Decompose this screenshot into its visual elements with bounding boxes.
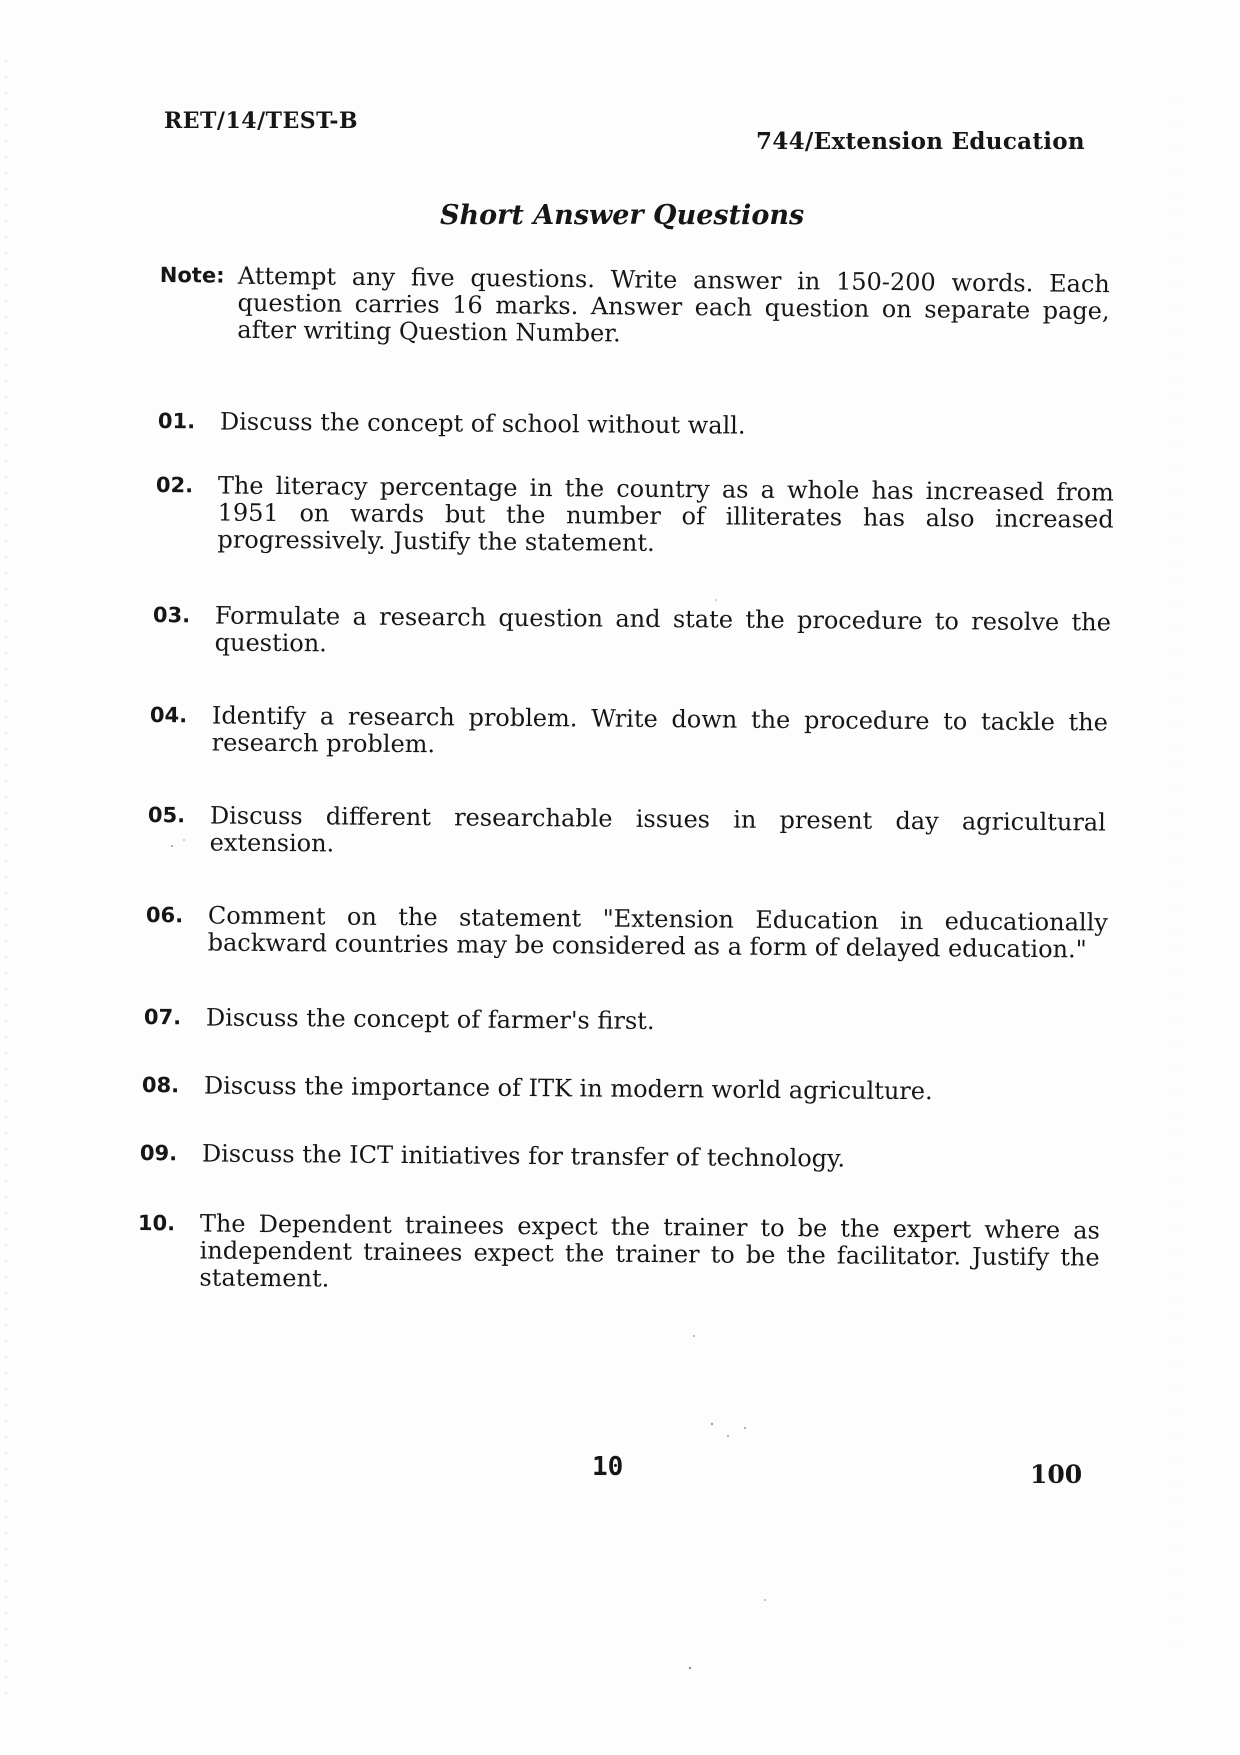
question-item [137, 1210, 1100, 1299]
question-text: Discuss different researchable issues in present day agricultural extension. [209, 801, 1106, 858]
subject-title: 744/Extension Education [756, 128, 1085, 155]
question-item [140, 1140, 1102, 1175]
question-text: Identify a research problem. Write down the procedure to tackle the research problem. [211, 701, 1108, 759]
question-number: 06. [145, 902, 184, 928]
question-item [148, 802, 1106, 864]
question-number: 05. [147, 802, 186, 828]
note-label: Note: [159, 262, 225, 288]
note-text: Attempt any five questions. Write answer in 150-200 words. Each question carries 16 marks. Answer each question on separate page, after writing Question Number. [237, 261, 1110, 348]
question-number: 07. [143, 1004, 182, 1030]
question-item [153, 602, 1111, 664]
question-number: 03. [152, 602, 191, 628]
instructions-note [159, 262, 1110, 352]
question-number: 01. [157, 408, 196, 434]
question-item [142, 1072, 1104, 1107]
question-item [146, 902, 1108, 964]
question-item [158, 408, 1118, 443]
question-text: Comment on the statement "Extension Education in educationally backward countries may be considered as a form of delayed education." [207, 901, 1108, 964]
question-text: Discuss the concept of farmer's first. [205, 1003, 655, 1036]
question-number: 04. [149, 702, 188, 728]
question-item [155, 472, 1114, 561]
question-text: Discuss the ICT initiatives for transfer of technology. [201, 1139, 846, 1173]
question-text: Discuss the importance of ITK in modern world agriculture. [203, 1071, 933, 1106]
page-count: 100 [1030, 1460, 1083, 1489]
question-text: The Dependent trainees expect the trainer to be the expert where as independent trainees expect the trainer to be the facilitator. Justify the statement. [199, 1209, 1100, 1293]
question-item [144, 1004, 1106, 1039]
question-text: Formulate a research question and state the procedure to resolve the question. [214, 601, 1111, 658]
paper-code: RET/14/TEST-B [164, 108, 359, 134]
section-title: Short Answer Questions [440, 200, 805, 231]
question-number: 02. [155, 472, 194, 498]
question-number: 10. [137, 1211, 176, 1236]
question-item [150, 702, 1108, 764]
page-number: 10 [592, 1452, 624, 1482]
question-number: 08. [141, 1073, 180, 1098]
question-number: 09. [139, 1141, 178, 1166]
question-text: Discuss the concept of school without wall. [219, 407, 746, 440]
question-text: The literacy percentage in the country as a whole has increased from 1951 on wards but the number of illiterates has also increased progressively. Justify the statement. [217, 471, 1114, 557]
